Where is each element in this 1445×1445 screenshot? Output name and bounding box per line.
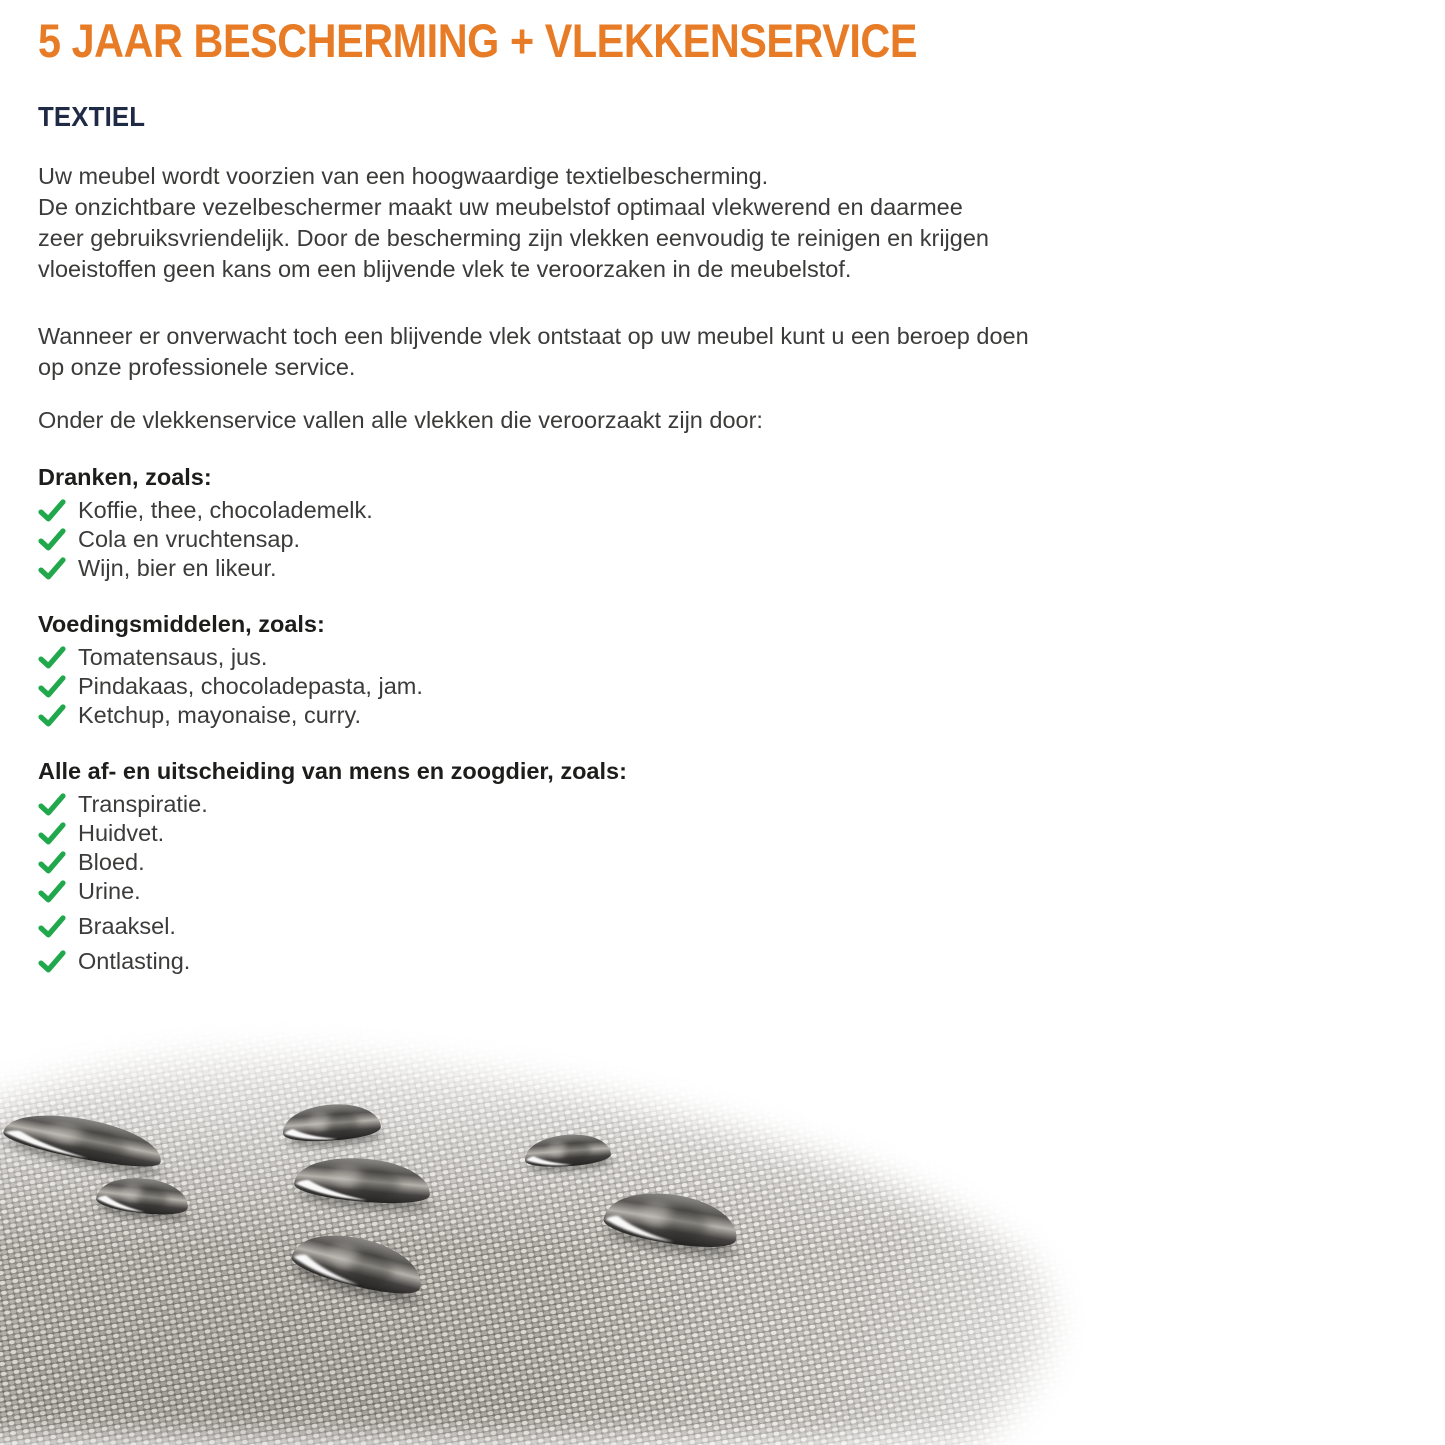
intro-paragraph-3 bbox=[38, 405, 1178, 436]
list-item-text: Wijn, bier en likeur. bbox=[78, 555, 277, 582]
list-item-text: Cola en vruchtensap. bbox=[78, 526, 301, 553]
list-item bbox=[38, 819, 1178, 848]
list-item bbox=[38, 643, 1178, 672]
list-item-text: Koffie, thee, chocolademelk. bbox=[78, 497, 373, 524]
check-icon bbox=[38, 915, 66, 938]
intro-paragraph-2 bbox=[38, 321, 1178, 383]
check-icon bbox=[38, 793, 66, 816]
list-item-text: Braaksel. bbox=[78, 913, 176, 940]
check-icon bbox=[38, 675, 66, 698]
check-icon bbox=[38, 822, 66, 845]
list-uitscheiding bbox=[38, 756, 1178, 976]
intro-paragraph-1 bbox=[38, 161, 1178, 285]
list-dranken bbox=[38, 462, 1178, 583]
list-item bbox=[38, 554, 1178, 583]
paragraph-line: De onzichtbare vezelbeschermer maakt uw meubelstof optimaal vlekwerend en daarmee bbox=[38, 194, 963, 221]
list-heading: Dranken, zoals: bbox=[38, 464, 212, 491]
list-item bbox=[38, 701, 1178, 730]
list-item bbox=[38, 790, 1178, 819]
page-title: 5 JAAR BESCHERMING + VLEKKENSERVICE bbox=[38, 14, 918, 67]
section-title-textiel: TEXTIEL bbox=[38, 101, 146, 133]
list-item bbox=[38, 672, 1178, 701]
list-item bbox=[38, 877, 1178, 906]
list-item-text: Ketchup, mayonaise, curry. bbox=[78, 702, 361, 729]
paragraph-line: vloeistoffen geen kans om een blijvende vlek te veroorzaken in de meubelstof. bbox=[38, 256, 852, 283]
list-heading: Alle af- en uitscheiding van mens en zoogdier, zoals: bbox=[38, 758, 627, 785]
check-icon bbox=[38, 528, 66, 551]
check-icon bbox=[38, 851, 66, 874]
list-item-text: Tomatensaus, jus. bbox=[78, 644, 268, 671]
check-icon bbox=[38, 704, 66, 727]
list-item-text: Urine. bbox=[78, 878, 141, 905]
paragraph-line: op onze professionele service. bbox=[38, 354, 356, 381]
check-icon bbox=[38, 880, 66, 903]
list-item-text: Pindakaas, chocoladepasta, jam. bbox=[78, 673, 423, 700]
list-voedingsmiddelen bbox=[38, 609, 1178, 730]
list-heading: Voedingsmiddelen, zoals: bbox=[38, 611, 325, 638]
list-item-text: Bloed. bbox=[78, 849, 145, 876]
list-item bbox=[38, 525, 1178, 554]
fabric-droplets-photo bbox=[0, 1015, 1445, 1445]
check-icon bbox=[38, 557, 66, 580]
paragraph-line: Uw meubel wordt voorzien van een hoogwaardige textielbescherming. bbox=[38, 163, 769, 190]
check-icon bbox=[38, 499, 66, 522]
check-icon bbox=[38, 950, 66, 973]
list-item bbox=[38, 848, 1178, 877]
list-item-text: Huidvet. bbox=[78, 820, 165, 847]
check-icon bbox=[38, 646, 66, 669]
paragraph-line: Wanneer er onverwacht toch een blijvende vlek ontstaat op uw meubel kunt u een beroep doen bbox=[38, 323, 1029, 350]
paragraph-line: Onder de vlekkenservice vallen alle vlekken die veroorzaakt zijn door: bbox=[38, 407, 763, 434]
document-content bbox=[38, 16, 1178, 976]
list-item bbox=[38, 496, 1178, 525]
list-item bbox=[38, 912, 1178, 941]
list-item-text: Transpiratie. bbox=[78, 791, 208, 818]
paragraph-line: zeer gebruiksvriendelijk. Door de bescherming zijn vlekken eenvoudig te reinigen en krijgen bbox=[38, 225, 989, 252]
list-item bbox=[38, 947, 1178, 976]
list-item-text: Ontlasting. bbox=[78, 948, 191, 975]
